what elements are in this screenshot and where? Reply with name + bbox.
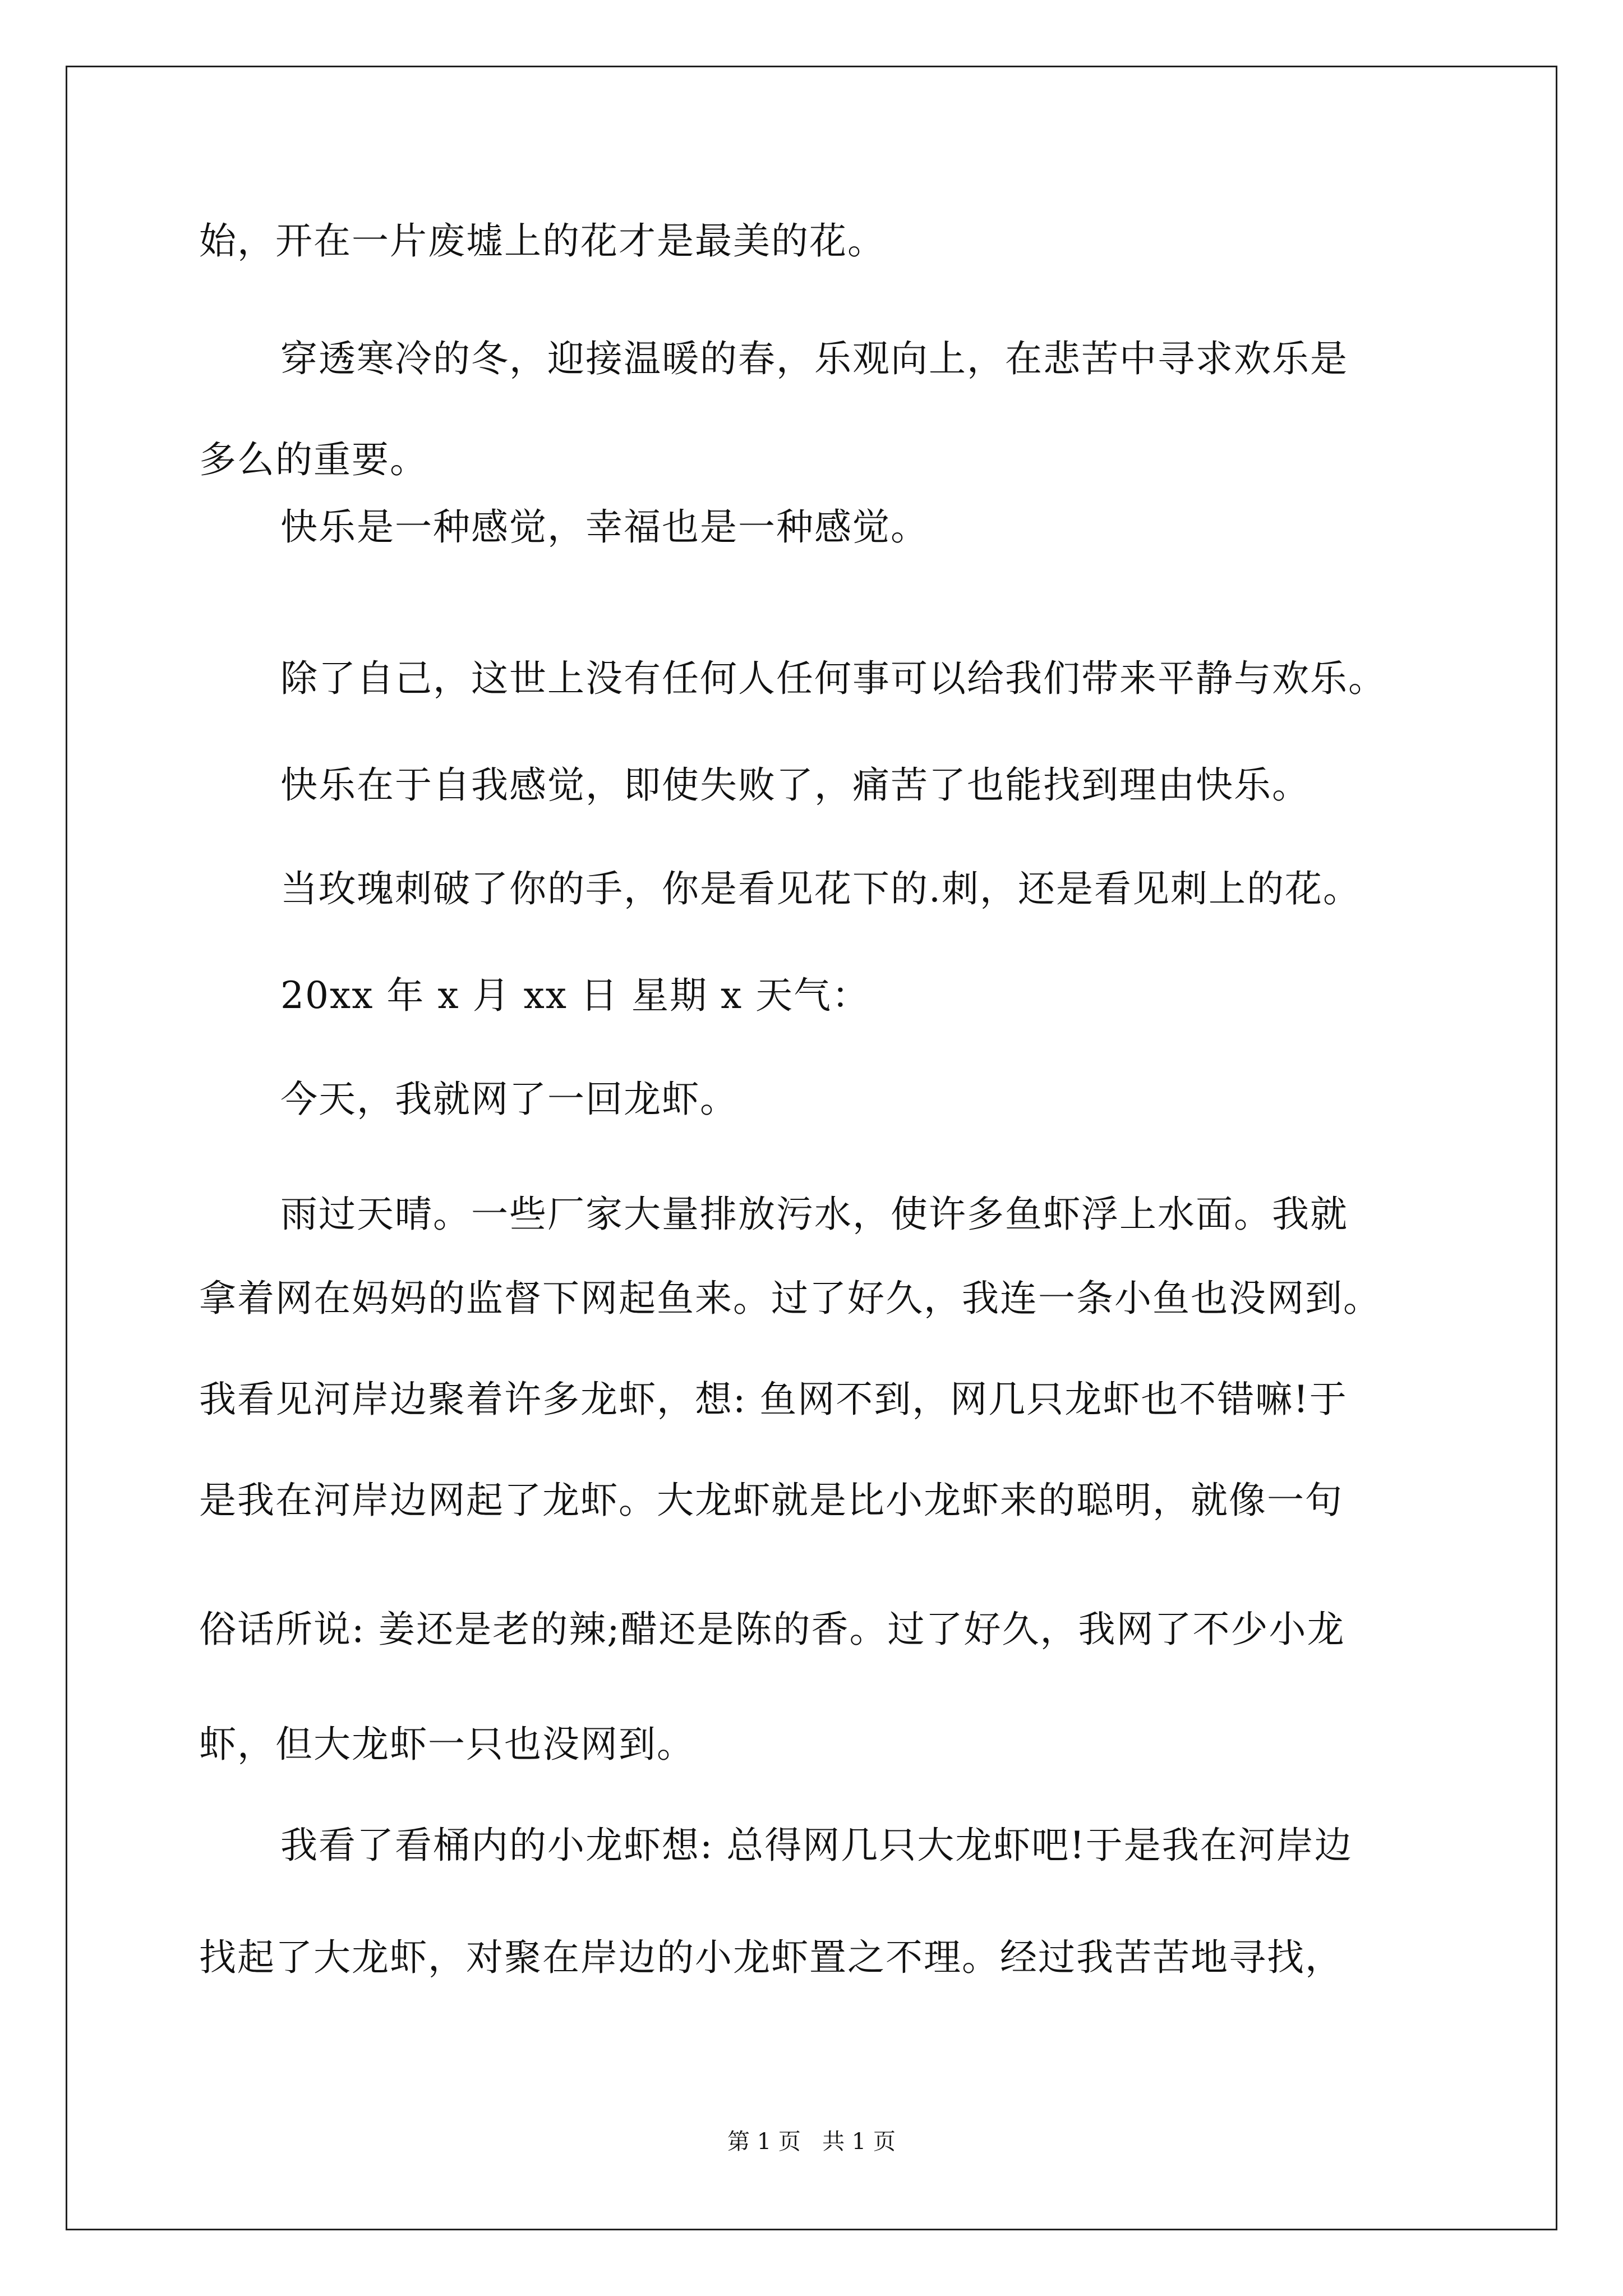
text-line: 俗话所说: 姜还是老的辣;醋还是陈的香。过了好久，我网了不少小龙 xyxy=(199,1608,1345,1651)
text-line: 当玫瑰刺破了你的手，你是看见花下的.刺，还是看见刺上的花。 xyxy=(280,867,1361,910)
text-line: 快乐在于自我感觉，即使失败了，痛苦了也能找到理由快乐。 xyxy=(280,763,1310,807)
text-line: 20xx 年 x 月 xx 日 星期 x 天气： xyxy=(280,974,870,1017)
text-line: 始，开在一片废墟上的花才是最美的花。 xyxy=(199,219,886,263)
text-line: 我看见河岸边聚着许多龙虾，想: 鱼网不到，网几只龙虾也不错嘛!于 xyxy=(199,1378,1348,1421)
text-line: 虾，但大龙虾一只也没网到。 xyxy=(199,1723,695,1766)
text-line: 多么的重要。 xyxy=(199,438,428,481)
text-line: 今天，我就网了一回龙虾。 xyxy=(280,1078,738,1121)
text-line: 除了自己，这世上没有任何人任何事可以给我们带来平静与欢乐。 xyxy=(280,657,1386,700)
text-line: 找起了大龙虾，对聚在岸边的小龙虾置之不理。经过我苦苦地寻找， xyxy=(199,1936,1343,1979)
text-line: 雨过天晴。一些厂家大量排放污水，使许多鱼虾浮上水面。我就 xyxy=(280,1193,1348,1236)
page-border xyxy=(66,66,1557,2230)
text-line: 我看了看桶内的小龙虾想: 总得网几只大龙虾吧!于是我在河岸边 xyxy=(280,1824,1353,1867)
text-line: 是我在河岸边网起了龙虾。大龙虾就是比小龙虾来的聪明，就像一句 xyxy=(199,1479,1343,1522)
text-line: 拿着网在妈妈的监督下网起鱼来。过了好久，我连一条小鱼也没网到。 xyxy=(199,1277,1381,1320)
page-number-footer: 第 1 页 共 1 页 xyxy=(727,2129,896,2155)
text-line: 快乐是一种感觉，幸福也是一种感觉。 xyxy=(280,505,929,549)
text-line: 穿透寒冷的冬，迎接温暖的春，乐观向上，在悲苦中寻求欢乐是 xyxy=(280,337,1348,380)
